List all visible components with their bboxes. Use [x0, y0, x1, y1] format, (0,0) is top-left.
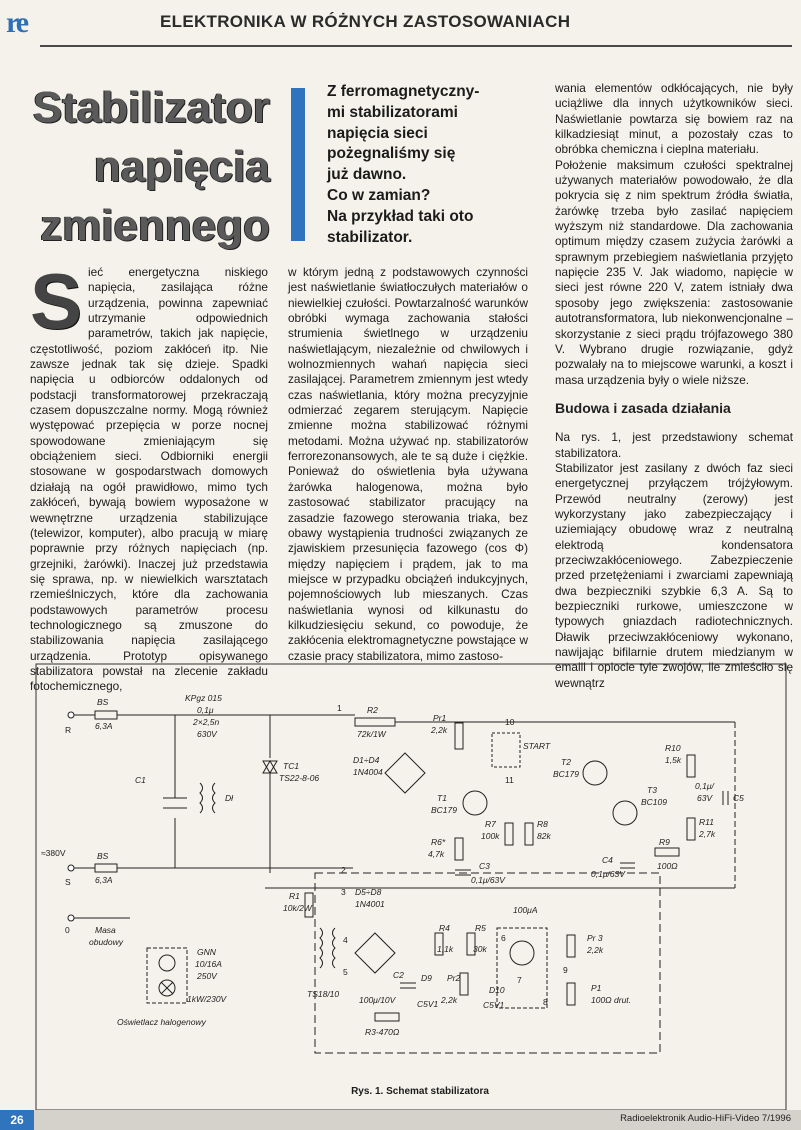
label-bs2-value: 6,3A — [95, 875, 113, 885]
label-c3: C3 — [479, 861, 490, 871]
resistor-r10 — [687, 755, 695, 777]
label-c2: C2 — [393, 970, 404, 980]
socket-gnn — [147, 948, 187, 1003]
magazine-logo: re — [6, 6, 27, 39]
label-r10: R10 — [665, 743, 681, 753]
paragraph-col3d: Stabilizator jest zasilany z dwóch faz sieci energetycznej przyłączem trójżyłowym. Przewód neutralny (zerowy) jest wykorzystany jako zabezpieczający i uziemiający obudowę wraz z neutralną elektrodą kondensatora przeciwzakłóceniowego. Zabezpieczenie przed przetężeniami i zwarciami zapewniają dwa bezpieczniki szybkie 6,3 A. Są to bezpieczniki rurkowe, umieszczone w typowych gniazdach radiotechnicznych. Dławik przeciwzakłóceniowy wykonano, nawijając bifilarnie drutem miedzianym w emalii i oplocie tyle zwojów, ile zmieściło się wewnątrz — [555, 460, 793, 690]
resistor-r7 — [505, 823, 513, 845]
pot-pr3 — [567, 935, 575, 957]
pot-pr1 — [455, 723, 463, 749]
label-r2-value: 72k/1W — [357, 729, 386, 739]
label-d1-d4: D1÷D4 — [353, 755, 380, 765]
label-p1-value: 100Ω drut. — [591, 995, 632, 1005]
triac-tc1 — [263, 761, 277, 773]
label-pr1: Pr1 — [433, 713, 447, 723]
label-r7-value: 100k — [481, 831, 500, 841]
label-r9-value: 100Ω — [657, 861, 678, 871]
lead-line-8: stabilizator. — [327, 228, 413, 246]
drop-cap: S — [30, 257, 83, 345]
node-6: 6 — [501, 933, 506, 943]
node-11: 11 — [505, 775, 514, 785]
article-lead — [327, 82, 547, 248]
label-c5: C5 — [733, 793, 744, 803]
label-kp-v: 630V — [197, 729, 217, 739]
label-c4-value: 0,1μ/63V — [591, 869, 625, 879]
label-r5-value: 30k — [473, 944, 487, 954]
label-r3: R3-470Ω — [365, 1027, 400, 1037]
lead-line-3: napięcia sieci — [327, 124, 428, 142]
resistor-r6 — [455, 838, 463, 860]
figure-caption: Rys. 1. Schemat stabilizatora — [351, 1086, 489, 1097]
transistor-t2 — [583, 761, 607, 785]
label-r6: R6* — [431, 837, 446, 847]
paragraph-intro: ieć energetyczna niskiego napięcia, zasilająca różne urządzenia, powinna zapewniać utrzymanie odpowiednich parametrów, takich jak napięcie, częstotliwość, poziom zakłóceń itp. Nie zawsze jednak tak się dzieje. Spadki napięcia u odbiorców oddalonych od podstacji transformatorowej przekraczają czasem dopuszczalne normy. Mogą również występować przepięcia w porze nocnej spowodowane zmieniającym się obciążeniem sieci. Odbiorniki energii stosowane w gospodarstwach domowych działają na ogół prawidłowo, mimo tych zakłóceń, bywają bowiem wyposażone w wewnętrzne urządzenia stabilizujące (telewizor, komputer), albo pracują w miarę poprawnie przy różnych napięciach (np. grzejniki, żarówki). Inaczej już przedstawia się sprawa, np. w niewielkich warsztatach rzemieślniczych, które dla zachowania podstawowych parametrów procesu technologicznego są zmuszone do stabilizowania napięcia zasilającego urządzenia. Prototyp opisywanego stabilizatora powstał na zlecenie zakładu fotochemicznego, — [30, 265, 268, 694]
resistor-r9 — [655, 848, 679, 856]
label-pr2: Pr2 — [447, 973, 461, 983]
label-kp: KPgz 015 — [185, 693, 222, 703]
label-pr2-value: 2,2k — [441, 995, 458, 1005]
bridge-d1-d4 — [385, 753, 425, 793]
label-tc1-type: TS22-8-06 — [279, 773, 320, 783]
lead-line-5: już dawno. — [327, 166, 407, 184]
label-p1: P1 — [591, 983, 602, 993]
label-t2: T2 — [561, 757, 571, 767]
node-10: 10 — [505, 717, 515, 727]
choke-coil — [200, 783, 203, 813]
pot-pr2 — [460, 973, 468, 995]
label-kp-c: 0,1μ — [197, 705, 214, 715]
pot-p1 — [567, 983, 575, 1005]
label-pr3-value: 2,2k — [587, 945, 604, 955]
label-s: S — [65, 877, 71, 887]
paragraph-col2: w którym jedną z podstawowych czynności jest naświetlanie światłoczułych materiałów o niewielkiej czułości. Powtarzalność warunków obróbki wymaga zachowania stałości strumienia świetlnego w urządzeniu naświetlającym, niezależnie od chwilowych i wolnozmiennych wahań napięcia sieci zasilającej. Parametrem zmiennym jest wtedy czas naświetlania, który można precyzyjnie odmierzać zegarem sterującym. Napięcie zmienne można stabilizować różnymi metodami. Można używać np. stabilizatorów ferrorezonansowych, ale te są duże i ciężkie. Ponieważ do oświetlenia była używana żarówka halogenowa, można było zastosować stabilizator pracujący na zasadzie fazowego sterowania triaka, bez obawy wystąpienia trudności związanych ze zjawiskiem przesunięcia fazowego (cos Φ) między napięciem i prądem, jak to ma miejsce w przypadku obciążeń indukcyjnych, pojemnościowych lub mieszanych. Czas naświetlania wynosi od kilkunastu do kilkudziesięciu sekund, co powoduje, że zakłócenia elektromagnetyczne powstające w czasie pracy stabilizatora, mimo zastoso- — [288, 265, 528, 663]
label-r2: R2 — [367, 705, 378, 715]
page-header — [0, 0, 801, 48]
label-d9: D9 — [421, 973, 432, 983]
label-d1-d4-type: 1N4004 — [353, 767, 383, 777]
label-oswietlacz: Oświetlacz halogenowy — [117, 1017, 206, 1027]
transistor-t1 — [463, 791, 487, 815]
label-r11-value: 2,7k — [699, 829, 716, 839]
label-bs1: BS — [97, 697, 109, 707]
label-c5-value: 0,1μ/ — [695, 781, 714, 791]
label-380v: ≈380V — [41, 848, 66, 858]
node-7: 7 — [517, 975, 522, 985]
terminal-0 — [68, 915, 74, 921]
label-d9-type: C5V1 — [417, 999, 439, 1009]
socket-icon — [159, 955, 175, 971]
title-line-1: Stabilizator — [32, 83, 270, 132]
label-masa: Masa — [95, 925, 116, 935]
label-r1-value: 10k/2W — [283, 903, 312, 913]
page-number: 26 — [0, 1110, 34, 1130]
lead-line-6: Co w zamian? — [327, 186, 431, 204]
label-r10-value: 1,5k — [665, 755, 682, 765]
node-3: 3 — [341, 887, 346, 897]
label-r11: R11 — [699, 817, 714, 827]
node-5: 5 — [343, 967, 348, 977]
figure-frame — [36, 664, 786, 1110]
label-r4-value: 1,1k — [437, 944, 454, 954]
resistor-r2 — [355, 718, 395, 726]
terminal-r — [68, 712, 74, 718]
article-title — [20, 78, 270, 255]
label-c4: C4 — [602, 855, 613, 865]
label-c3-value: 0,1μ/63V — [471, 875, 505, 885]
label-t3: T3 — [647, 785, 657, 795]
terminal-s — [68, 865, 74, 871]
title-line-2: napięcia — [93, 142, 270, 191]
subheading: Budowa i zasada działania — [555, 399, 731, 416]
lead-line-2: mi stabilizatorami — [327, 103, 458, 121]
label-c2-value: 100μ/10V — [359, 995, 396, 1005]
label-t3-type: BC109 — [641, 797, 667, 807]
node-1: 1 — [337, 703, 342, 713]
label-microamp: 100μA — [513, 905, 538, 915]
label-t1: T1 — [437, 793, 447, 803]
label-r5: R5 — [475, 923, 486, 933]
resistor-r11 — [687, 818, 695, 840]
label-r4: R4 — [439, 923, 450, 933]
transformer-ts — [320, 928, 323, 968]
resistor-r3 — [375, 1013, 399, 1021]
label-start: START — [523, 741, 551, 751]
label-bs1-value: 6,3A — [95, 721, 113, 731]
label-0: 0 — [65, 925, 70, 935]
paragraph-col3a: wania elementów odkłócających, nie były uciążliwe dla innych użytkowników sieci. Naświetlanie powtarza się bowiem raz na kilkadziesiąt minut, a pozostały czas to obróbka chemiczna i cieplna materiału. — [555, 81, 793, 157]
label-r6-value: 4,7k — [428, 849, 445, 859]
label-c5-voltage: 63V — [697, 793, 713, 803]
schematic-figure — [35, 663, 787, 1111]
title-line-3: zmiennego — [40, 201, 270, 250]
label-d5-d8: D5÷D8 — [355, 887, 382, 897]
label-gnn-rating: 10/16A — [195, 959, 222, 969]
lead-line-4: pożegnaliśmy się — [327, 145, 456, 163]
microammeter — [510, 941, 534, 965]
label-bs2: BS — [97, 851, 109, 861]
label-c1: C1 — [135, 775, 146, 785]
body-column-2 — [288, 265, 528, 664]
paragraph-col3c: Na rys. 1, jest przedstawiony schemat stabilizatora. — [555, 430, 793, 460]
transistor-t3 — [613, 801, 637, 825]
node-4: 4 — [343, 935, 348, 945]
label-r9: R9 — [659, 837, 670, 847]
label-r1: R1 — [289, 891, 300, 901]
label-r: R — [65, 725, 72, 735]
label-ts: TS18/10 — [307, 989, 340, 999]
bridge-d5-d8 — [355, 933, 395, 973]
node-8: 8 — [543, 997, 548, 1007]
label-r8: R8 — [537, 819, 548, 829]
label-lamp: 1kW/230V — [187, 994, 227, 1004]
label-tc1: TC1 — [283, 761, 300, 771]
header-divider — [40, 45, 792, 47]
label-d10: D10 — [489, 985, 505, 995]
label-d10-type: C5V1 — [483, 1000, 505, 1010]
label-r7: R7 — [485, 819, 496, 829]
label-t2-type: BC179 — [553, 769, 579, 779]
node-2: 2 — [341, 865, 346, 875]
fuse-bs2 — [95, 864, 117, 872]
body-column-1 — [30, 257, 268, 695]
paragraph-col3b: Położenie maksimum czułości spektralnej używanych materiałów powodowało, że dla pokrycia się z nim spektrum źródła światła, żarówkę trzeba było zasilać napięciem wyższym niż standardowe. Dla zachowania optimum między czasem zużycia żarówki a sprawnym przebiegiem naświetlania przyjęto napięcie 235 V. Jak wiadomo, napięcie w sieci jest równe 220 V, zatem istniały dwa sposoby jego zwiększenia: zastosowanie autotransformatora, lub niekonwencjonalne – skorzystanie z sieci prądu trójfazowego 380 V. Wybrano drugie rozwiązanie, gdyż pozwalały na to miejscowe warunki, a koszt i masa urządzenia były o wiele niższe. — [555, 157, 793, 387]
label-pr1-value: 2,2k — [431, 725, 448, 735]
label-obudowy: obudowy — [89, 937, 124, 947]
fuse-bs1 — [95, 711, 117, 719]
label-r8-value: 82k — [537, 831, 551, 841]
label-gnn-voltage: 250V — [197, 971, 217, 981]
label-d5-d8-type: 1N4001 — [355, 899, 385, 909]
label-t1-type: BC179 — [431, 805, 457, 815]
resistor-r8 — [525, 823, 533, 845]
label-dl: Dł — [225, 793, 234, 803]
label-kp-c2: 2×2,5n — [193, 717, 220, 727]
footer-publication: Radioelektronik Audio-HiFi-Video 7/1996 — [620, 1113, 791, 1124]
section-title: ELEKTRONIKA W RÓŻNYCH ZASTOSOWANIACH — [160, 12, 571, 31]
label-pr3: Pr 3 — [587, 933, 603, 943]
lead-accent-bar — [291, 88, 305, 241]
lead-line-7: Na przykład taki oto — [327, 207, 474, 225]
label-gnn: GNN — [197, 947, 216, 957]
lead-line-1: Z ferromagnetyczny- — [327, 83, 480, 100]
node-9: 9 — [563, 965, 568, 975]
switch-start — [492, 733, 520, 767]
body-column-3 — [555, 81, 793, 691]
